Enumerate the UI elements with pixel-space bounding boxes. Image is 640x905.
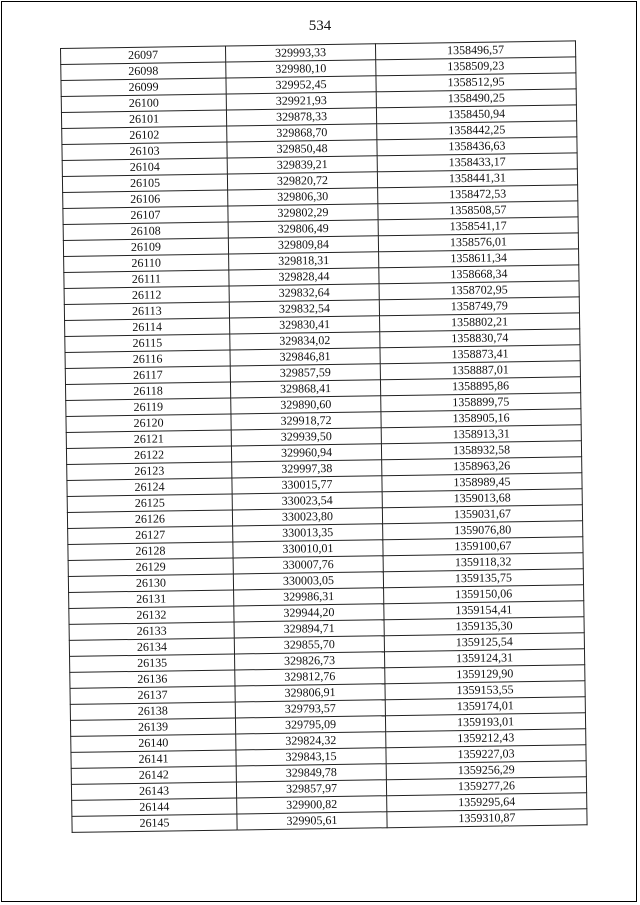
x-coordinate-cell: 329843,15	[236, 748, 386, 766]
point-number-cell: 26100	[61, 94, 226, 112]
point-number-cell: 26111	[64, 270, 229, 288]
point-number-cell: 26117	[65, 366, 230, 384]
x-coordinate-cell: 329905,61	[237, 812, 387, 830]
x-coordinate-cell: 329944,20	[234, 604, 384, 622]
point-number-cell: 26119	[66, 398, 231, 416]
point-number-cell: 26115	[65, 334, 230, 352]
coordinates-table-wrapper	[60, 40, 588, 833]
y-coordinate-cell: 1358702,95	[379, 281, 579, 300]
point-number-cell: 26105	[62, 174, 227, 192]
y-coordinate-cell: 1358490,25	[376, 89, 576, 108]
x-coordinate-cell: 330023,54	[232, 492, 382, 510]
point-number-cell: 26097	[61, 46, 226, 64]
x-coordinate-cell: 329857,97	[236, 780, 386, 798]
x-coordinate-cell: 329960,94	[231, 444, 381, 462]
x-coordinate-cell: 329806,49	[228, 220, 378, 238]
point-number-cell: 26107	[63, 206, 228, 224]
point-number-cell: 26145	[72, 814, 237, 832]
x-coordinate-cell: 330015,77	[232, 476, 382, 494]
x-coordinate-cell: 329939,50	[231, 428, 381, 446]
x-coordinate-cell: 329834,02	[230, 332, 380, 350]
x-coordinate-cell: 329868,70	[227, 124, 377, 142]
x-coordinate-cell: 329894,71	[234, 620, 384, 638]
y-coordinate-cell: 1358508,57	[378, 201, 578, 220]
point-number-cell: 26130	[68, 574, 233, 592]
y-coordinate-cell: 1358895,86	[380, 377, 580, 396]
x-coordinate-cell: 330013,35	[233, 524, 383, 542]
y-coordinate-cell: 1358887,01	[380, 361, 580, 380]
x-coordinate-cell: 329921,93	[226, 92, 376, 110]
y-coordinate-cell: 1359013,68	[382, 489, 582, 508]
x-coordinate-cell: 329828,44	[229, 268, 379, 286]
y-coordinate-cell: 1359124,31	[384, 649, 584, 668]
x-coordinate-cell: 329849,78	[236, 764, 386, 782]
y-coordinate-cell: 1358905,16	[381, 409, 581, 428]
x-coordinate-cell: 329890,60	[231, 396, 381, 414]
x-coordinate-cell: 329839,21	[227, 156, 377, 174]
y-coordinate-cell: 1359256,29	[386, 761, 586, 780]
x-coordinate-cell: 329826,73	[235, 652, 385, 670]
y-coordinate-cell: 1358873,41	[380, 345, 580, 364]
y-coordinate-cell: 1359076,80	[383, 521, 583, 540]
point-number-cell: 26109	[63, 238, 228, 256]
point-number-cell: 26134	[69, 638, 234, 656]
x-coordinate-cell: 329806,30	[228, 188, 378, 206]
point-number-cell: 26127	[68, 526, 233, 544]
x-coordinate-cell: 329824,32	[236, 732, 386, 750]
y-coordinate-cell: 1358442,25	[377, 121, 577, 140]
x-coordinate-cell: 329878,33	[226, 108, 376, 126]
y-coordinate-cell: 1358496,57	[375, 41, 575, 60]
y-coordinate-cell: 1359154,41	[384, 601, 584, 620]
x-coordinate-cell: 329850,48	[227, 140, 377, 158]
y-coordinate-cell: 1358450,94	[376, 105, 576, 124]
point-number-cell: 26137	[70, 686, 235, 704]
point-number-cell: 26136	[70, 670, 235, 688]
y-coordinate-cell: 1359100,67	[383, 537, 583, 556]
x-coordinate-cell: 329812,76	[235, 668, 385, 686]
y-coordinate-cell: 1358749,79	[379, 297, 579, 316]
x-coordinate-cell: 329980,10	[226, 60, 376, 78]
point-number-cell: 26124	[67, 478, 232, 496]
x-coordinate-cell: 329793,57	[235, 700, 385, 718]
x-coordinate-cell: 329806,91	[235, 684, 385, 702]
y-coordinate-cell: 1358436,63	[377, 137, 577, 156]
point-number-cell: 26118	[65, 382, 230, 400]
y-coordinate-cell: 1358668,34	[379, 265, 579, 284]
x-coordinate-cell: 329818,31	[229, 252, 379, 270]
y-coordinate-cell: 1359174,01	[385, 697, 585, 716]
y-coordinate-cell: 1358989,45	[382, 473, 582, 492]
y-coordinate-cell: 1359227,03	[386, 745, 586, 764]
y-coordinate-cell: 1358441,31	[377, 169, 577, 188]
y-coordinate-cell: 1359125,54	[384, 633, 584, 652]
y-coordinate-cell: 1359193,01	[385, 713, 585, 732]
x-coordinate-cell: 329986,31	[234, 588, 384, 606]
x-coordinate-cell: 329820,72	[227, 172, 377, 190]
y-coordinate-cell: 1358512,95	[376, 73, 576, 92]
x-coordinate-cell: 329997,38	[232, 460, 382, 478]
x-coordinate-cell: 329855,70	[234, 636, 384, 654]
x-coordinate-cell: 329830,41	[230, 316, 380, 334]
x-coordinate-cell: 329868,41	[230, 380, 380, 398]
y-coordinate-cell: 1358899,75	[381, 393, 581, 412]
x-coordinate-cell: 329918,72	[231, 412, 381, 430]
point-number-cell: 26098	[61, 62, 226, 80]
x-coordinate-cell: 329832,64	[229, 284, 379, 302]
y-coordinate-cell: 1359031,67	[382, 505, 582, 524]
point-number-cell: 26121	[66, 430, 231, 448]
x-coordinate-cell: 330023,80	[232, 508, 382, 526]
point-number-cell: 26114	[65, 318, 230, 336]
x-coordinate-cell: 329952,45	[226, 76, 376, 94]
y-coordinate-cell: 1358830,74	[380, 329, 580, 348]
point-number-cell: 26128	[68, 542, 233, 560]
x-coordinate-cell: 330010,01	[233, 540, 383, 558]
point-number-cell: 26138	[70, 702, 235, 720]
y-coordinate-cell: 1359277,26	[386, 777, 586, 796]
point-number-cell: 26139	[70, 718, 235, 736]
point-number-cell: 26123	[67, 462, 232, 480]
point-number-cell: 26116	[65, 350, 230, 368]
point-number-cell: 26103	[62, 142, 227, 160]
x-coordinate-cell: 329846,81	[230, 348, 380, 366]
x-coordinate-cell: 329832,54	[229, 300, 379, 318]
y-coordinate-cell: 1359150,06	[384, 585, 584, 604]
point-number-cell: 26106	[63, 190, 228, 208]
x-coordinate-cell: 329802,29	[228, 204, 378, 222]
y-coordinate-cell: 1359118,32	[383, 553, 583, 572]
point-number-cell: 26112	[64, 286, 229, 304]
point-number-cell: 26135	[70, 654, 235, 672]
y-coordinate-cell: 1358472,53	[378, 185, 578, 204]
y-coordinate-cell: 1358509,23	[376, 57, 576, 76]
y-coordinate-cell: 1359310,87	[387, 809, 587, 828]
point-number-cell: 26122	[66, 446, 231, 464]
coordinates-table	[60, 40, 588, 833]
point-number-cell: 26144	[72, 798, 237, 816]
point-number-cell: 26143	[71, 782, 236, 800]
point-number-cell: 26140	[71, 734, 236, 752]
point-number-cell: 26102	[62, 126, 227, 144]
y-coordinate-cell: 1358541,17	[378, 217, 578, 236]
y-coordinate-cell: 1358576,01	[378, 233, 578, 252]
page-number: 534	[308, 18, 332, 34]
y-coordinate-cell: 1358611,34	[379, 249, 579, 268]
point-number-cell: 26125	[67, 494, 232, 512]
point-number-cell: 26142	[71, 766, 236, 784]
point-number-cell: 26129	[68, 558, 233, 576]
table-body	[61, 41, 588, 833]
y-coordinate-cell: 1358932,58	[381, 441, 581, 460]
y-coordinate-cell: 1358802,21	[380, 313, 580, 332]
y-coordinate-cell: 1359295,64	[387, 793, 587, 812]
y-coordinate-cell: 1359135,75	[383, 569, 583, 588]
point-number-cell: 26099	[61, 78, 226, 96]
y-coordinate-cell: 1359153,55	[385, 681, 585, 700]
point-number-cell: 26131	[69, 590, 234, 608]
point-number-cell: 26110	[64, 254, 229, 272]
point-number-cell: 26133	[69, 622, 234, 640]
x-coordinate-cell: 330003,05	[233, 572, 383, 590]
x-coordinate-cell: 330007,76	[233, 556, 383, 574]
point-number-cell: 26126	[67, 510, 232, 528]
x-coordinate-cell: 329857,59	[230, 364, 380, 382]
y-coordinate-cell: 1358913,31	[381, 425, 581, 444]
point-number-cell: 26141	[71, 750, 236, 768]
point-number-cell: 26120	[66, 414, 231, 432]
x-coordinate-cell: 329795,09	[235, 716, 385, 734]
point-number-cell: 26104	[62, 158, 227, 176]
y-coordinate-cell: 1359129,90	[385, 665, 585, 684]
y-coordinate-cell: 1359212,43	[386, 729, 586, 748]
point-number-cell: 26132	[69, 606, 234, 624]
point-number-cell: 26101	[61, 110, 226, 128]
x-coordinate-cell: 329993,33	[225, 44, 375, 62]
x-coordinate-cell: 329900,82	[237, 796, 387, 814]
point-number-cell: 26113	[64, 302, 229, 320]
y-coordinate-cell: 1359135,30	[384, 617, 584, 636]
x-coordinate-cell: 329809,84	[228, 236, 378, 254]
y-coordinate-cell: 1358963,26	[382, 457, 582, 476]
point-number-cell: 26108	[63, 222, 228, 240]
y-coordinate-cell: 1358433,17	[377, 153, 577, 172]
